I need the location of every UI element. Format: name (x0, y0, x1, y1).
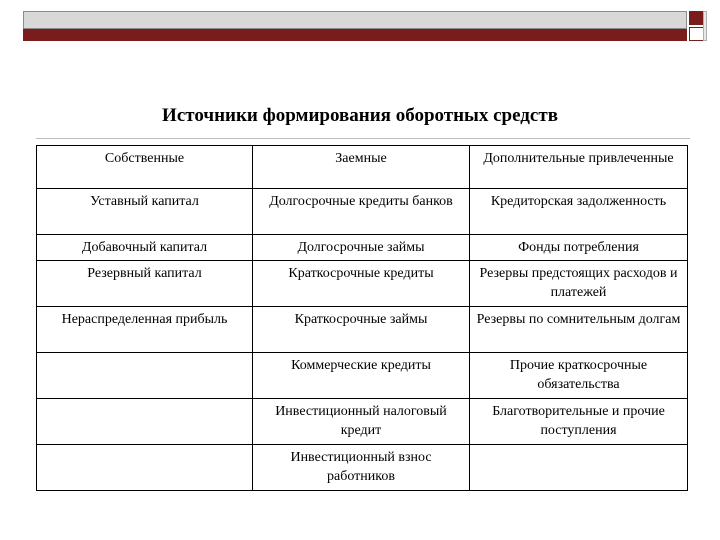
table-cell: Краткосрочные кредиты (253, 261, 470, 307)
table-cell: Резервы предстоящих расходов и платежей (470, 261, 688, 307)
table-cell (37, 353, 253, 399)
header-cell-own: Собственные (37, 146, 253, 189)
table-cell: Кредиторская задолженность (470, 189, 688, 235)
table-cell: Долгосрочные кредиты банков (253, 189, 470, 235)
sources-table (36, 145, 688, 491)
table-cell: Коммерческие кредиты (253, 353, 470, 399)
table-row (37, 445, 688, 491)
corner-strip (703, 11, 707, 41)
table-cell (37, 399, 253, 445)
header-band (23, 11, 687, 29)
header-cell-additional: Дополнительные привлеченные (470, 146, 688, 189)
table-cell: Прочие краткосрочные обязательства (470, 353, 688, 399)
table-row (37, 261, 688, 307)
table-cell: Резервный капитал (37, 261, 253, 307)
table-cell: Фонды потребления (470, 235, 688, 261)
title-divider (36, 138, 690, 139)
page-title: Источники формирования оборотных средств (162, 105, 558, 126)
header-accent-line (23, 29, 687, 41)
table-cell (470, 445, 688, 491)
table-cell: Добавочный капитал (37, 235, 253, 261)
table-cell: Нераспределенная прибыль (37, 307, 253, 353)
table-row (37, 189, 688, 235)
table-row (37, 399, 688, 445)
table-cell: Краткосрочные займы (253, 307, 470, 353)
table-cell: Уставный капитал (37, 189, 253, 235)
table-cell: Долгосрочные займы (253, 235, 470, 261)
table-cell: Инвестиционный налоговый кредит (253, 399, 470, 445)
table-row (37, 307, 688, 353)
table-row (37, 235, 688, 261)
table-cell: Благотворительные и прочие поступления (470, 399, 688, 445)
header-cell-borrowed: Заемные (253, 146, 470, 189)
table-cell (37, 445, 253, 491)
table-row (37, 353, 688, 399)
table-header-row (37, 146, 688, 189)
table-cell: Резервы по сомнительным долгам (470, 307, 688, 353)
table-cell: Инвестиционный взнос работников (253, 445, 470, 491)
